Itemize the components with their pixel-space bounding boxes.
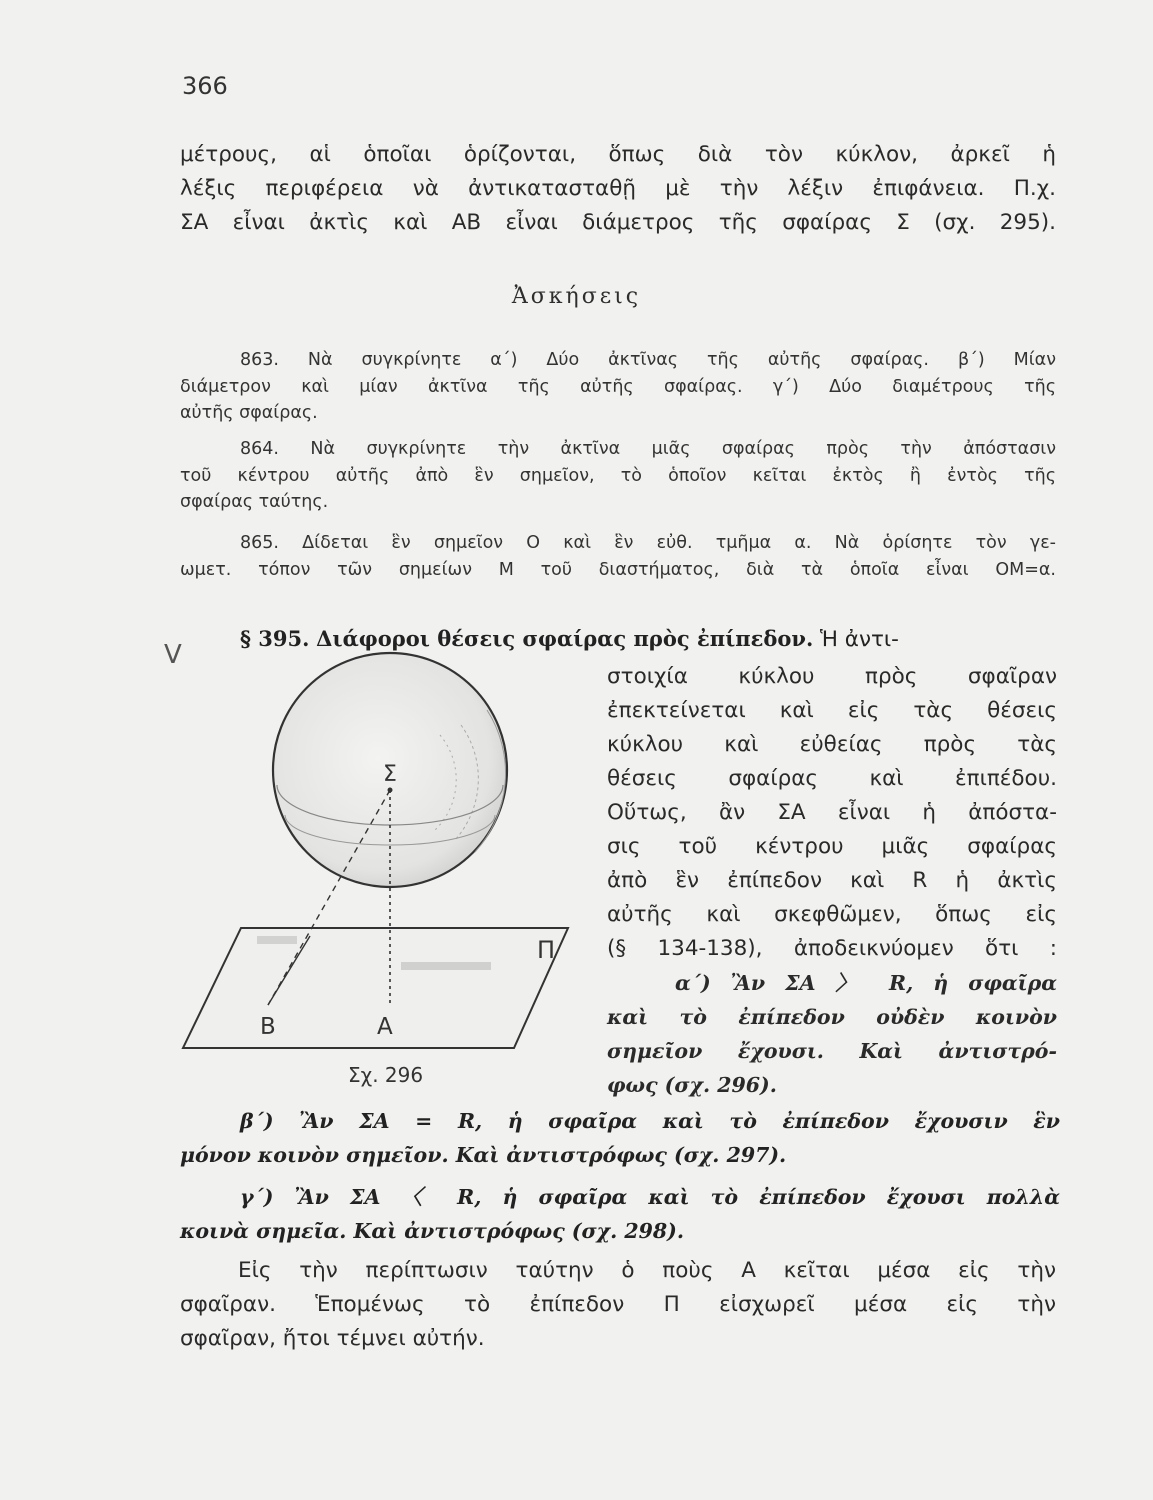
intro-line: λέξις περιφέρεια νὰ ἀντικατασταθῇ μὲ τὴν λέξιν ἐπιφάνεια. Π.χ. bbox=[180, 176, 1056, 201]
side-line: θέσεις σφαίρας καὶ ἐπιπέδου. bbox=[607, 766, 1057, 791]
case-b bbox=[180, 1104, 1060, 1172]
center-point bbox=[388, 788, 393, 793]
closing-line: σφαῖραν. Ἑπομένως τὸ ἐπίπεδον Π εἰσχωρεῖ μέσα εἰς τὴν bbox=[180, 1292, 1056, 1317]
intro-line: μέτρους, αἱ ὁποῖαι ὁρίζονται, ὅπως διὰ τὸν κύκλον, ἀρκεῖ ἡ bbox=[180, 142, 1056, 167]
exercise-line: 864. Νὰ συγκρίνητε τὴν ἀκτῖνα μιᾶς σφαίρας πρὸς τὴν ἀπόστασιν bbox=[240, 439, 1056, 459]
exercise-line: σφαίρας ταύτης. bbox=[180, 492, 329, 512]
exercise-line: τοῦ κέντρου αὐτῆς ἀπὸ ἓν σημεῖον, τὸ ὁποῖον κεῖται ἐκτὸς ἢ ἐντὸς τῆς bbox=[180, 465, 1056, 486]
side-line: κύκλου καὶ εὐθείας πρὸς τὰς bbox=[607, 732, 1057, 757]
case-c bbox=[180, 1180, 1060, 1248]
closing-line: σφαῖραν, ἤτοι τέμνει αὐτήν. bbox=[180, 1326, 485, 1351]
side-line: ἀπὸ ἓν ἐπίπεδον καὶ R ἡ ἀκτὶς bbox=[607, 868, 1057, 893]
exercise-864 bbox=[180, 436, 1056, 516]
side-line: ἐπεκτείνεται καὶ εἰς τὰς θέσεις bbox=[607, 698, 1057, 723]
plane-p bbox=[183, 928, 568, 1048]
page-number: 366 bbox=[182, 72, 228, 100]
closing-line: Εἰς τὴν περίπτωσιν ταύτην ὁ ποὺς Α κεῖται μέσα εἰς τὴν bbox=[238, 1258, 1056, 1283]
label-b: Β bbox=[260, 1014, 276, 1040]
intro-paragraph bbox=[180, 138, 1056, 240]
exercise-865 bbox=[180, 530, 1056, 583]
figure-caption: Σχ. 296 bbox=[348, 1063, 424, 1087]
case-a-line: σημεῖον ἔχουσι. Καὶ ἀντιστρό- bbox=[607, 1039, 1057, 1063]
exercise-863 bbox=[180, 347, 1056, 427]
case-a-line: α΄) Ἂν ΣΑ 〉 R, ἡ σφαῖρα bbox=[675, 971, 1057, 995]
case-c-line: κοινὰ σημεῖα. Καὶ ἀντιστρόφως (σχ. 298). bbox=[180, 1219, 685, 1243]
label-sigma: Σ bbox=[383, 762, 397, 787]
side-line: αὐτῆς καὶ σκεφθῶμεν, ὅπως εἰς bbox=[607, 902, 1057, 927]
margin-mark: V bbox=[164, 640, 182, 670]
section-heading: Διάφοροι θέσεις σφαίρας πρὸς ἐπίπεδον. bbox=[316, 626, 814, 651]
exercise-line: 863. Νὰ συγκρίνητε α΄) Δύο ἀκτῖνας τῆς αὐτῆς σφαίρας. β΄) Μίαν bbox=[240, 350, 1056, 370]
case-c-line: γ΄) Ἂν ΣΑ 〈 R, ἡ σφαῖρα καὶ τὸ ἐπίπεδον ἔχουσι πολλὰ bbox=[240, 1185, 1060, 1209]
intro-line: ΣΑ εἶναι ἀκτὶς καὶ ΑΒ εἶναι διάμετρος τῆς σφαίρας Σ (σχ. 295). bbox=[180, 210, 1056, 235]
case-a-line: καὶ τὸ ἐπίπεδον οὐδὲν κοινὸν bbox=[607, 1005, 1057, 1029]
exercises-heading: Ἀσκήσεις bbox=[511, 284, 642, 309]
exercise-line: 865. Δίδεται ἓν σημεῖον Ο καὶ ἓν εὐθ. τμῆμα α. Νὰ ὁρίσητε τὸν γε- bbox=[240, 533, 1056, 553]
section-number: § 395. bbox=[240, 626, 310, 651]
case-b-line: β΄) Ἂν ΣΑ = R, ἡ σφαῖρα καὶ τὸ ἐπίπεδον ἔχουσιν ἓν bbox=[240, 1109, 1060, 1133]
case-a-line: φως (σχ. 296). bbox=[607, 1073, 777, 1097]
closing-paragraph bbox=[180, 1254, 1056, 1356]
side-line: Οὕτως, ἂν ΣΑ εἶναι ἡ ἀπόστα- bbox=[607, 800, 1057, 825]
label-pi: Π bbox=[537, 936, 556, 964]
exercise-line: αὐτῆς σφαίρας. bbox=[180, 403, 318, 423]
exercise-line: ωμετ. τόπον τῶν σημείων Μ τοῦ διαστήματος, διὰ τὰ ὁποῖα εἶναι ΟΜ=α. bbox=[180, 559, 1056, 580]
exercise-line: διάμετρον καὶ μίαν ἀκτῖνα τῆς αὐτῆς σφαίρας. γ΄) Δύο διαμέτρους τῆς bbox=[180, 376, 1056, 397]
side-line: στοιχία κύκλου πρὸς σφαῖραν bbox=[607, 664, 1057, 689]
side-paragraph bbox=[607, 660, 1057, 1102]
side-line: σις τοῦ κέντρου μιᾶς σφαίρας bbox=[607, 834, 1057, 859]
side-line: (§ 134-138), ἀποδεικνύομεν ὅτι : bbox=[607, 936, 1057, 961]
label-a: Α bbox=[377, 1014, 393, 1040]
section-continuation: Ἡ ἀντι- bbox=[819, 627, 899, 652]
sphere-plane-figure bbox=[165, 640, 605, 1100]
case-b-line: μόνον κοινὸν σημεῖον. Καὶ ἀντιστρόφως (σχ. 297). bbox=[180, 1143, 787, 1167]
